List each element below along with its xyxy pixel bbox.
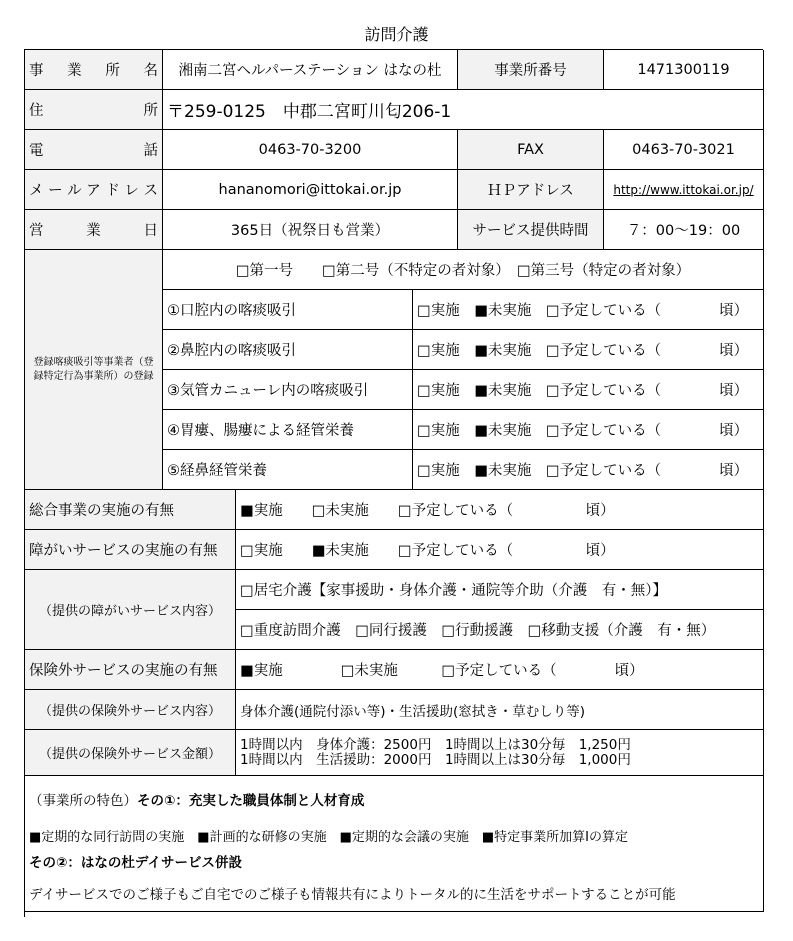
label-char: 名 <box>143 63 158 79</box>
features-line-1: ■定期的な同行訪問の実施 ■計画的な研修の実施 ■定期的な会議の実施 ■特定事業所加算Ⅰの算定 <box>25 822 764 848</box>
uninsured-price-label: （提供の保険外サービス金額） <box>25 730 236 776</box>
label-char: 業 <box>86 223 101 239</box>
features-prefix: （事業所の特色） <box>29 793 137 809</box>
days-label <box>25 210 163 250</box>
suction-item-status: □実施 ■未実施 □予定している（ 頃） <box>413 330 764 370</box>
label-char: メ <box>29 183 44 199</box>
label-char: 事 <box>29 63 44 79</box>
suction-item-status: □実施 ■未実施 □予定している（ 頃） <box>413 370 764 410</box>
office-number-label: 事業所番号 <box>458 50 604 90</box>
phone-label <box>25 130 163 170</box>
suction-item-name: ②鼻腔内の喀痰吸引 <box>163 330 413 370</box>
hp-link[interactable]: http://www.ittokai.or.jp/ <box>613 182 754 197</box>
label-char: ア <box>86 183 101 199</box>
general-value: ■実施 □未実施 □予定している（ 頃） <box>236 490 764 530</box>
price-line: 1時間以内 身体介護：2500円 1時間以上は30分毎 1,250円 <box>240 736 631 753</box>
general-label: 総合事業の実施の有無 <box>25 490 236 530</box>
label-char: 日 <box>143 223 158 239</box>
suction-item-status: □実施 ■未実施 □予定している（ 頃） <box>413 410 764 450</box>
uninsured-value: ■実施 □未実施 □予定している（ 頃） <box>236 650 764 690</box>
info-table <box>24 49 763 917</box>
label-char: 所 <box>105 63 120 79</box>
suction-types: □第一号 □第二号（不特定の者対象） □第三号（特定の者対象） <box>163 250 764 290</box>
office-name: 湘南二宮ヘルパーステーション はなの杜 <box>163 50 458 90</box>
label-char: ド <box>105 183 120 199</box>
hours-label: サービス提供時間 <box>458 210 604 250</box>
suction-item-name: ④胃瘻、腸瘻による経管栄養 <box>163 410 413 450</box>
email: hananomori@ittokai.or.jp <box>163 170 458 210</box>
uninsured-content-label: （提供の保険外サービス内容） <box>25 690 236 730</box>
suction-item-status: □実施 ■未実施 □予定している（ 頃） <box>413 290 764 330</box>
disability-content-2: □重度訪問介護 □同行援護 □行動援護 □移動支援（介護 有・無） <box>236 610 764 650</box>
office-number: 1471300119 <box>604 50 764 90</box>
disability-content-label: （提供の障がいサービス内容） <box>25 570 236 650</box>
disability-value: □実施 ■未実施 □予定している（ 頃） <box>236 530 764 570</box>
disability-label: 障がいサービスの実施の有無 <box>25 530 236 570</box>
hp-cell <box>604 170 764 210</box>
suction-item-name: ⑤経鼻経管栄養 <box>163 450 413 490</box>
price-line: 1時間以内 生活援助：2000円 1時間以上は30分毎 1,000円 <box>240 751 631 768</box>
label-char: 住 <box>29 103 44 119</box>
hours: ７：00～19：00 <box>604 210 764 250</box>
label-char: ル <box>67 183 82 199</box>
label-char: 業 <box>67 63 82 79</box>
features-heading-2: その②：はなの杜デイサービス併設 <box>25 848 764 874</box>
label-char: 営 <box>29 223 44 239</box>
label-char: 所 <box>143 103 158 119</box>
features-heading-1 <box>25 776 764 822</box>
label-char: ス <box>143 183 158 199</box>
label-char: ー <box>48 183 63 199</box>
suction-item-name: ③気管カニューレ内の喀痰吸引 <box>163 370 413 410</box>
page-title: 訪問介護 <box>364 25 429 44</box>
suction-item-status: □実施 ■未実施 □予定している（ 頃） <box>413 450 764 490</box>
email-label <box>25 170 163 210</box>
fax-label: FAX <box>458 130 604 170</box>
address-label <box>25 90 163 130</box>
uninsured-content: 身体介護(通院付添い等)・生活援助(窓拭き・草むしり等) <box>236 690 764 730</box>
suction-label: 登録喀痰吸引等事業者（登録特定行為事業所）の登録 <box>25 250 163 490</box>
phone: 0463-70-3200 <box>163 130 458 170</box>
uninsured-price <box>236 730 764 776</box>
features-line-2: デイサービスでのご様子もご自宅でのご様子も情報共有によりトータル的に生活をサポートすることが可能 <box>25 874 764 912</box>
days: 365日（祝祭日も営業） <box>163 210 458 250</box>
office-name-label <box>25 50 163 90</box>
fax: 0463-70-3021 <box>604 130 764 170</box>
hp-label: ＨＰアドレス <box>458 170 604 210</box>
address: 〒259-0125 中郡二宮町川匂206-1 <box>163 90 764 130</box>
suction-item-name: ①口腔内の喀痰吸引 <box>163 290 413 330</box>
label-char: レ <box>124 183 139 199</box>
uninsured-label: 保険外サービスの実施の有無 <box>25 650 236 690</box>
label-char: 電 <box>29 143 44 159</box>
disability-content-1: □居宅介護【家事援助・身体介護・通院等介助（介護 有・無）】 <box>236 570 764 610</box>
label-char: 話 <box>143 143 158 159</box>
features-heading-1-text: その①：充実した職員体制と人材育成 <box>137 793 365 809</box>
